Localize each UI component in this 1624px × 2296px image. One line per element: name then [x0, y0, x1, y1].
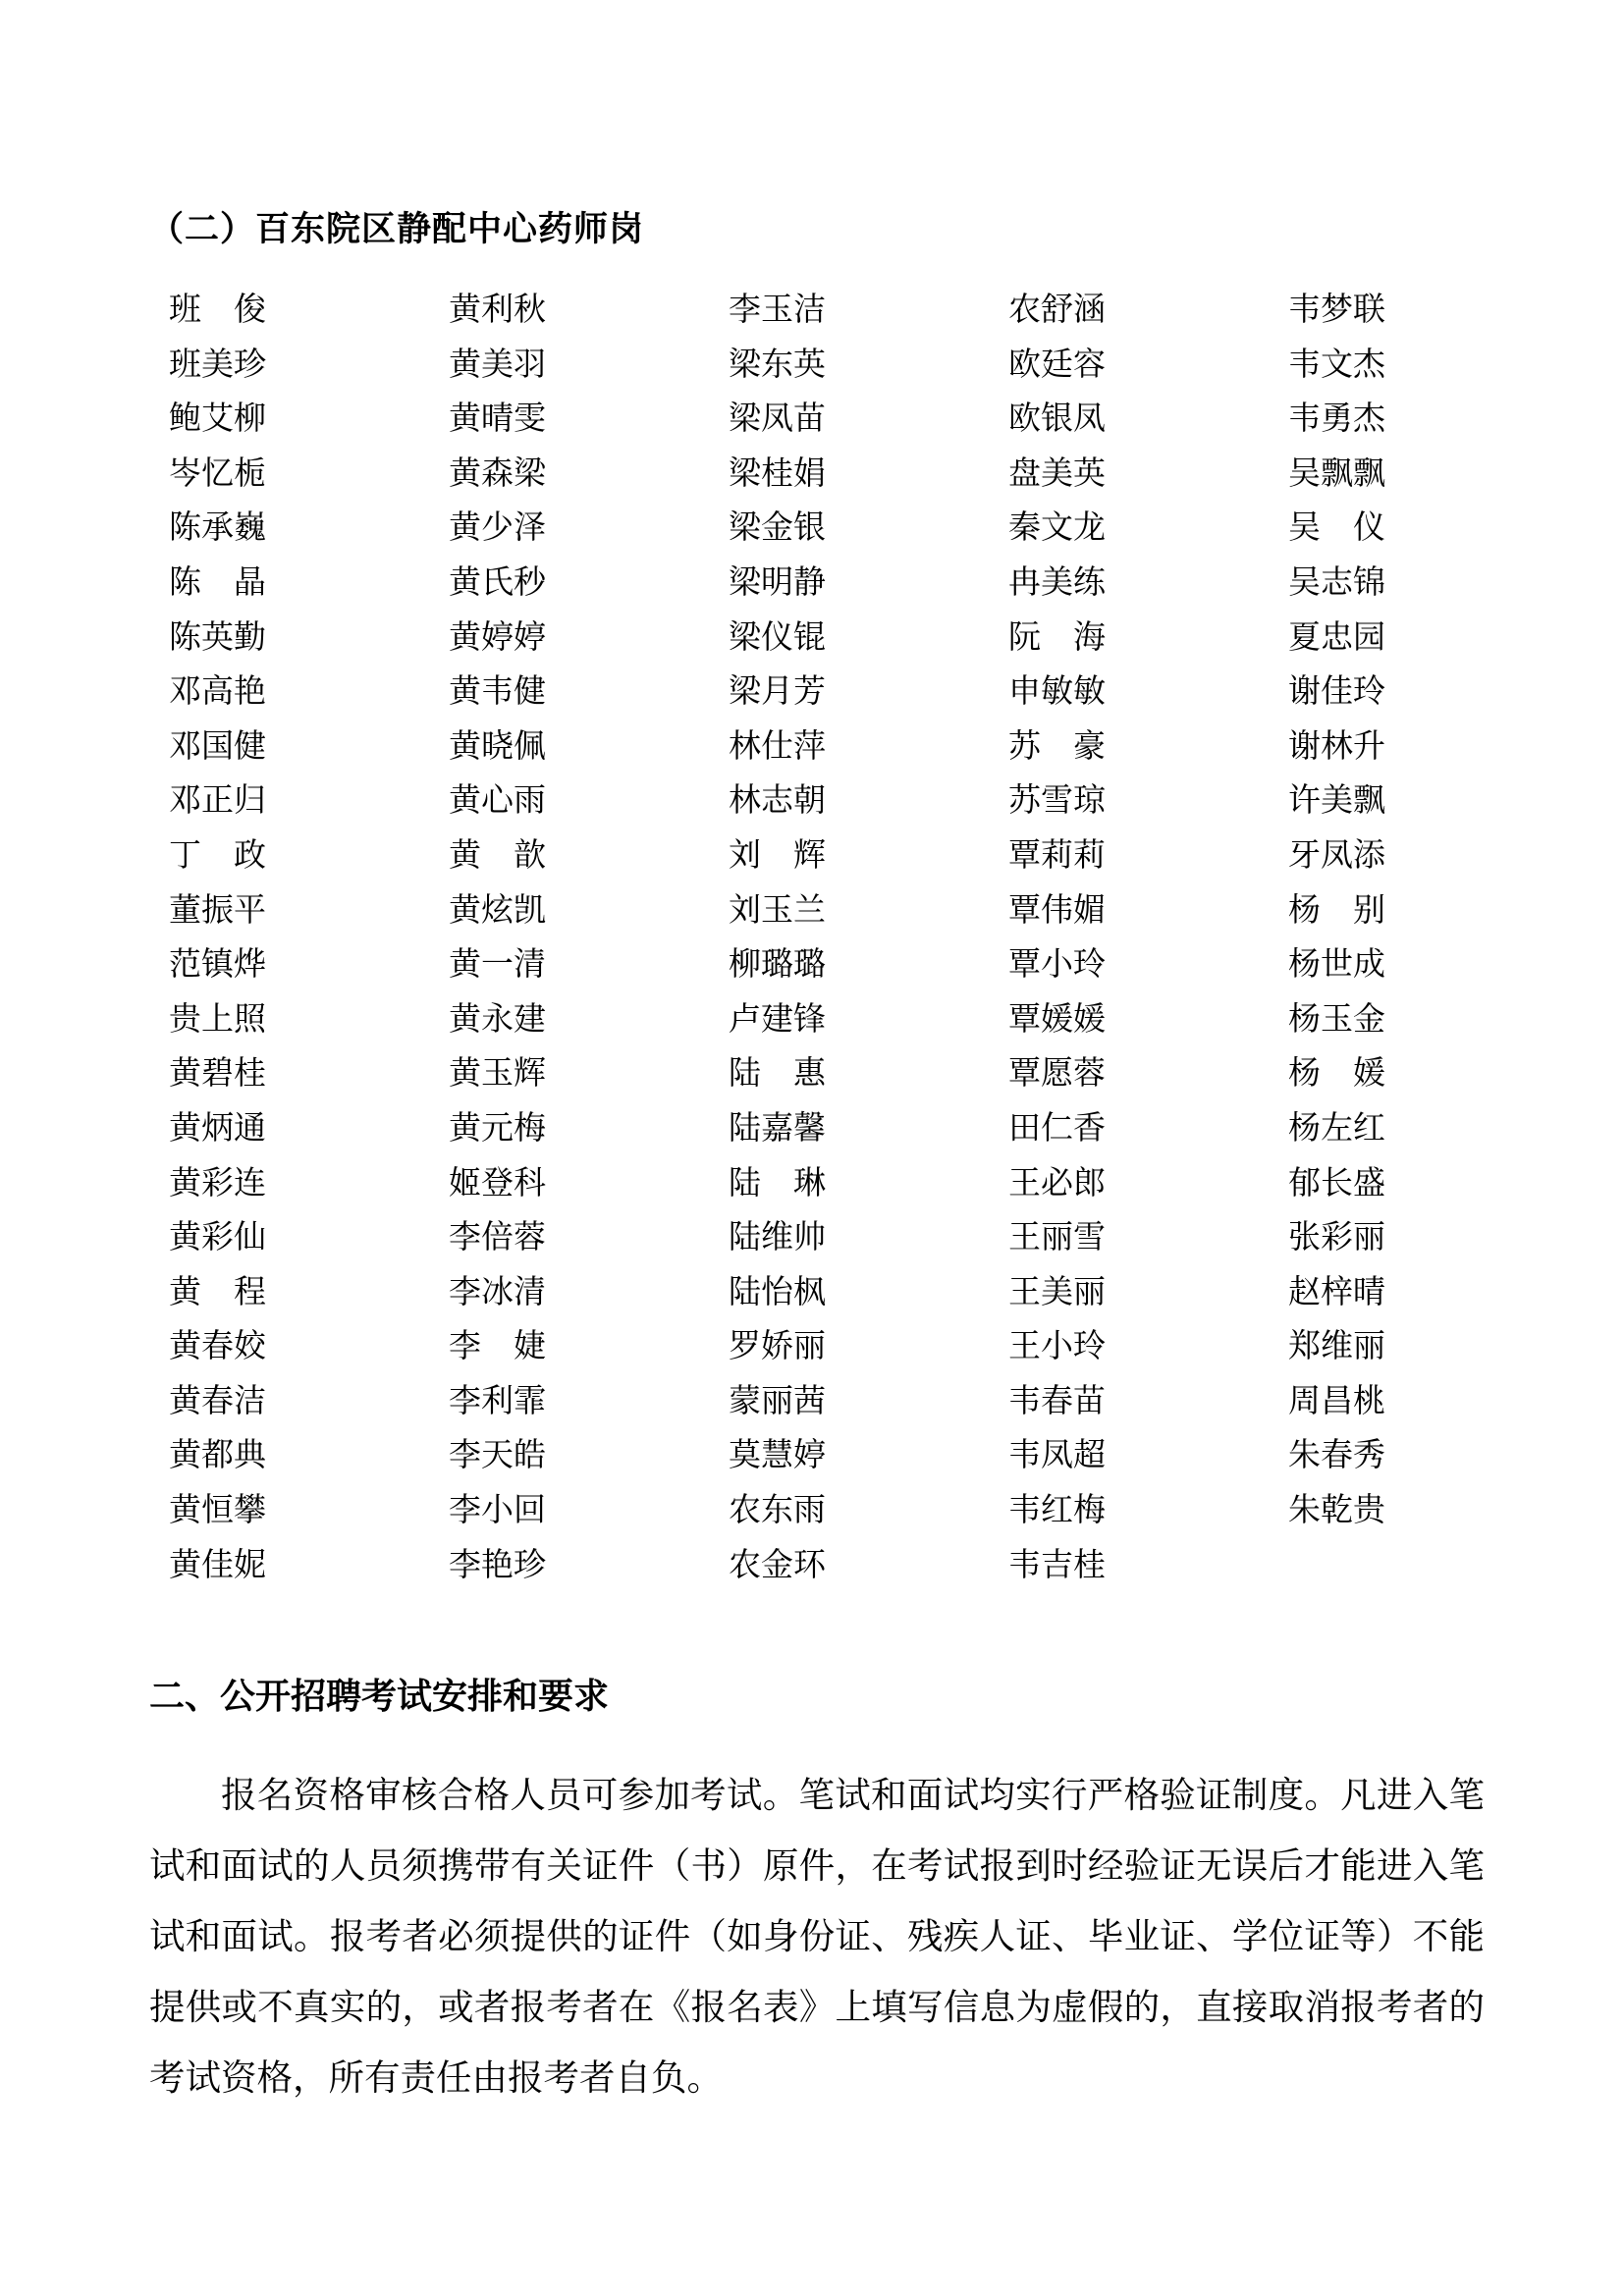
candidate-name: 黄永建 [449, 998, 546, 1038]
candidate-name: 韦红梅 [1008, 1490, 1106, 1529]
candidate-name: 吴飘飘 [1288, 453, 1385, 492]
candidate-name: 卢建锋 [729, 998, 826, 1038]
candidate-name: 黄佳妮 [169, 1544, 266, 1583]
candidate-name: 姬登科 [449, 1162, 546, 1201]
candidate-name: 盘美英 [1008, 453, 1106, 492]
candidate-name: 黄少泽 [449, 507, 546, 547]
candidate-name: 丁 政 [169, 834, 266, 874]
candidate-name: 黄彩仙 [169, 1217, 266, 1256]
candidate-name: 黄元梅 [449, 1107, 546, 1147]
candidate-name: 黄韦健 [449, 671, 546, 711]
candidate-name: 杨玉金 [1288, 998, 1385, 1038]
candidate-name: 谢佳玲 [1288, 671, 1385, 711]
candidate-name: 黄婷婷 [449, 616, 546, 656]
candidate-name: 李倍蓉 [449, 1217, 546, 1256]
candidate-name [1288, 1537, 1568, 1592]
candidate-name: 梁金银 [729, 507, 826, 547]
candidate-name: 苏雪琼 [1008, 780, 1106, 820]
candidate-name: 杨世成 [1288, 944, 1385, 984]
candidate-name: 韦春苗 [1008, 1380, 1106, 1419]
candidate-name: 贵上照 [169, 998, 266, 1038]
exam-requirements-paragraph: 报名资格审核合格人员可参加考试。笔试和面试均实行严格验证制度。凡进入笔试和面试的人员须携带有关证件（书）原件，在考试报到时经验证无误后才能进入笔试和面试。报考者必须提供的证件（如身份证、残疾人证、毕业证、学位证等）不能提供或不真实的，或者报考者在《报名表》上填写信息为虚假的，直接取消报考者的考试资格，所有责任由报考者自负。 [149, 1774, 1485, 2099]
candidate-name: 李玉洁 [729, 290, 826, 328]
candidate-name: 谢林升 [1288, 725, 1385, 765]
candidate-name: 韦凤超 [1008, 1435, 1106, 1474]
candidate-name: 黄森梁 [449, 453, 546, 492]
candidate-name: 罗娇丽 [729, 1326, 826, 1365]
candidate-name: 周昌桃 [1288, 1380, 1385, 1419]
candidate-name: 李 婕 [449, 1326, 546, 1365]
candidate-name: 梁桂娟 [729, 453, 826, 492]
candidate-name: 杨左红 [1288, 1107, 1385, 1147]
candidate-name: 梁凤苗 [729, 399, 826, 438]
candidate-name: 邓高艳 [169, 671, 266, 711]
candidate-name: 杨 别 [1288, 889, 1385, 929]
candidate-name: 韦吉桂 [1008, 1544, 1106, 1583]
candidate-name: 黄炫凯 [449, 889, 546, 929]
candidate-name: 夏忠园 [1288, 616, 1385, 656]
subsection-heading: （二）百东院区静配中心药师岗 [149, 210, 645, 249]
candidate-name: 班美珍 [169, 344, 266, 383]
candidate-name: 欧廷容 [1008, 344, 1106, 383]
candidate-name: 陈 晶 [169, 561, 266, 601]
candidate-name: 范镇烨 [169, 944, 266, 984]
candidate-name: 欧银凤 [1008, 399, 1106, 438]
candidate-name: 黄彩连 [169, 1162, 266, 1201]
candidate-name: 林仕萍 [729, 725, 826, 765]
candidate-name: 黄炳通 [169, 1107, 266, 1147]
candidate-name: 韦梦联 [1288, 290, 1385, 328]
candidate-name: 陆怡枫 [729, 1271, 826, 1310]
candidate-name: 蒙丽茜 [729, 1380, 826, 1419]
candidate-name: 陆 惠 [729, 1053, 826, 1093]
candidate-name: 田仁香 [1008, 1107, 1106, 1147]
candidate-name: 陈英勤 [169, 616, 266, 656]
candidate-name: 梁仪锟 [729, 616, 826, 656]
candidate-name: 黄春姣 [169, 1326, 266, 1365]
candidate-name: 农舒涵 [1008, 290, 1106, 328]
candidate-name: 梁月芳 [729, 671, 826, 711]
candidate-name: 陆嘉馨 [729, 1107, 826, 1147]
candidate-name: 黄晓佩 [449, 725, 546, 765]
candidate-name: 黄一清 [449, 944, 546, 984]
candidate-name: 陆 琳 [729, 1162, 826, 1201]
candidate-name: 黄心雨 [449, 780, 546, 820]
candidate-name: 陈承巍 [169, 507, 266, 547]
section-heading: 二、公开招聘考试安排和要求 [149, 1677, 610, 1717]
candidate-name: 李艳珍 [449, 1544, 546, 1583]
candidate-name: 朱春秀 [1288, 1435, 1385, 1474]
candidate-name: 梁东英 [729, 344, 826, 383]
candidate-name: 王小玲 [1008, 1326, 1106, 1365]
candidate-name: 农金环 [729, 1544, 826, 1583]
candidate-name: 邓正归 [169, 780, 266, 820]
candidate-name: 黄春洁 [169, 1380, 266, 1419]
candidate-name: 杨 媛 [1288, 1053, 1385, 1093]
candidate-name: 黄玉辉 [449, 1053, 546, 1093]
candidate-name: 郁长盛 [1288, 1162, 1385, 1201]
candidate-name: 鲍艾柳 [169, 399, 266, 438]
candidate-name-list [169, 282, 1568, 1591]
candidate-name: 牙凤添 [1288, 834, 1385, 874]
candidate-name: 刘玉兰 [729, 889, 826, 929]
candidate-name: 李冰清 [449, 1271, 546, 1310]
candidate-name: 韦勇杰 [1288, 399, 1385, 438]
candidate-name: 黄碧桂 [169, 1053, 266, 1093]
candidate-name: 黄都典 [169, 1435, 266, 1474]
candidate-name: 林志朝 [729, 780, 826, 820]
candidate-name: 覃愿蓉 [1008, 1053, 1106, 1093]
candidate-name: 黄氏秒 [449, 561, 546, 601]
candidate-name: 王丽雪 [1008, 1217, 1106, 1256]
candidate-name: 赵梓晴 [1288, 1271, 1385, 1310]
candidate-name: 阮 海 [1008, 616, 1106, 656]
candidate-name: 许美飘 [1288, 780, 1385, 820]
candidate-name: 李利霏 [449, 1380, 546, 1419]
candidate-name: 李小回 [449, 1490, 546, 1529]
candidate-name: 张彩丽 [1288, 1217, 1385, 1256]
candidate-name: 农东雨 [729, 1490, 826, 1529]
candidate-name: 郑维丽 [1288, 1326, 1385, 1365]
candidate-name: 莫慧婷 [729, 1435, 826, 1474]
candidate-name: 黄 程 [169, 1271, 266, 1310]
candidate-name: 黄晴雯 [449, 399, 546, 438]
candidate-name: 申敏敏 [1008, 671, 1106, 711]
candidate-name: 李天皓 [449, 1435, 546, 1474]
candidate-name: 吴志锦 [1288, 561, 1385, 601]
candidate-name: 梁明静 [729, 561, 826, 601]
candidate-name: 冉美练 [1008, 561, 1106, 601]
candidate-name: 黄利秋 [449, 290, 546, 328]
candidate-name: 覃莉莉 [1008, 834, 1106, 874]
candidate-name: 邓国健 [169, 725, 266, 765]
candidate-name: 董振平 [169, 889, 266, 929]
candidate-name: 柳璐璐 [729, 944, 826, 984]
candidate-name: 韦文杰 [1288, 344, 1385, 383]
candidate-name: 朱乾贵 [1288, 1490, 1385, 1529]
candidate-name: 王美丽 [1008, 1271, 1106, 1310]
candidate-name: 苏 豪 [1008, 725, 1106, 765]
candidate-name: 覃媛媛 [1008, 998, 1106, 1038]
candidate-name: 覃伟媚 [1008, 889, 1106, 929]
candidate-name: 王必郎 [1008, 1162, 1106, 1201]
candidate-name: 陆维帅 [729, 1217, 826, 1256]
candidate-name: 班 俊 [169, 290, 266, 328]
candidate-name: 岑忆栀 [169, 453, 266, 492]
candidate-name: 吴 仪 [1288, 507, 1385, 547]
candidate-name: 黄美羽 [449, 344, 546, 383]
candidate-name: 秦文龙 [1008, 507, 1106, 547]
candidate-name: 刘 辉 [729, 834, 826, 874]
candidate-name: 覃小玲 [1008, 944, 1106, 984]
candidate-name: 黄 歆 [449, 834, 546, 874]
candidate-name: 黄恒攀 [169, 1490, 266, 1529]
